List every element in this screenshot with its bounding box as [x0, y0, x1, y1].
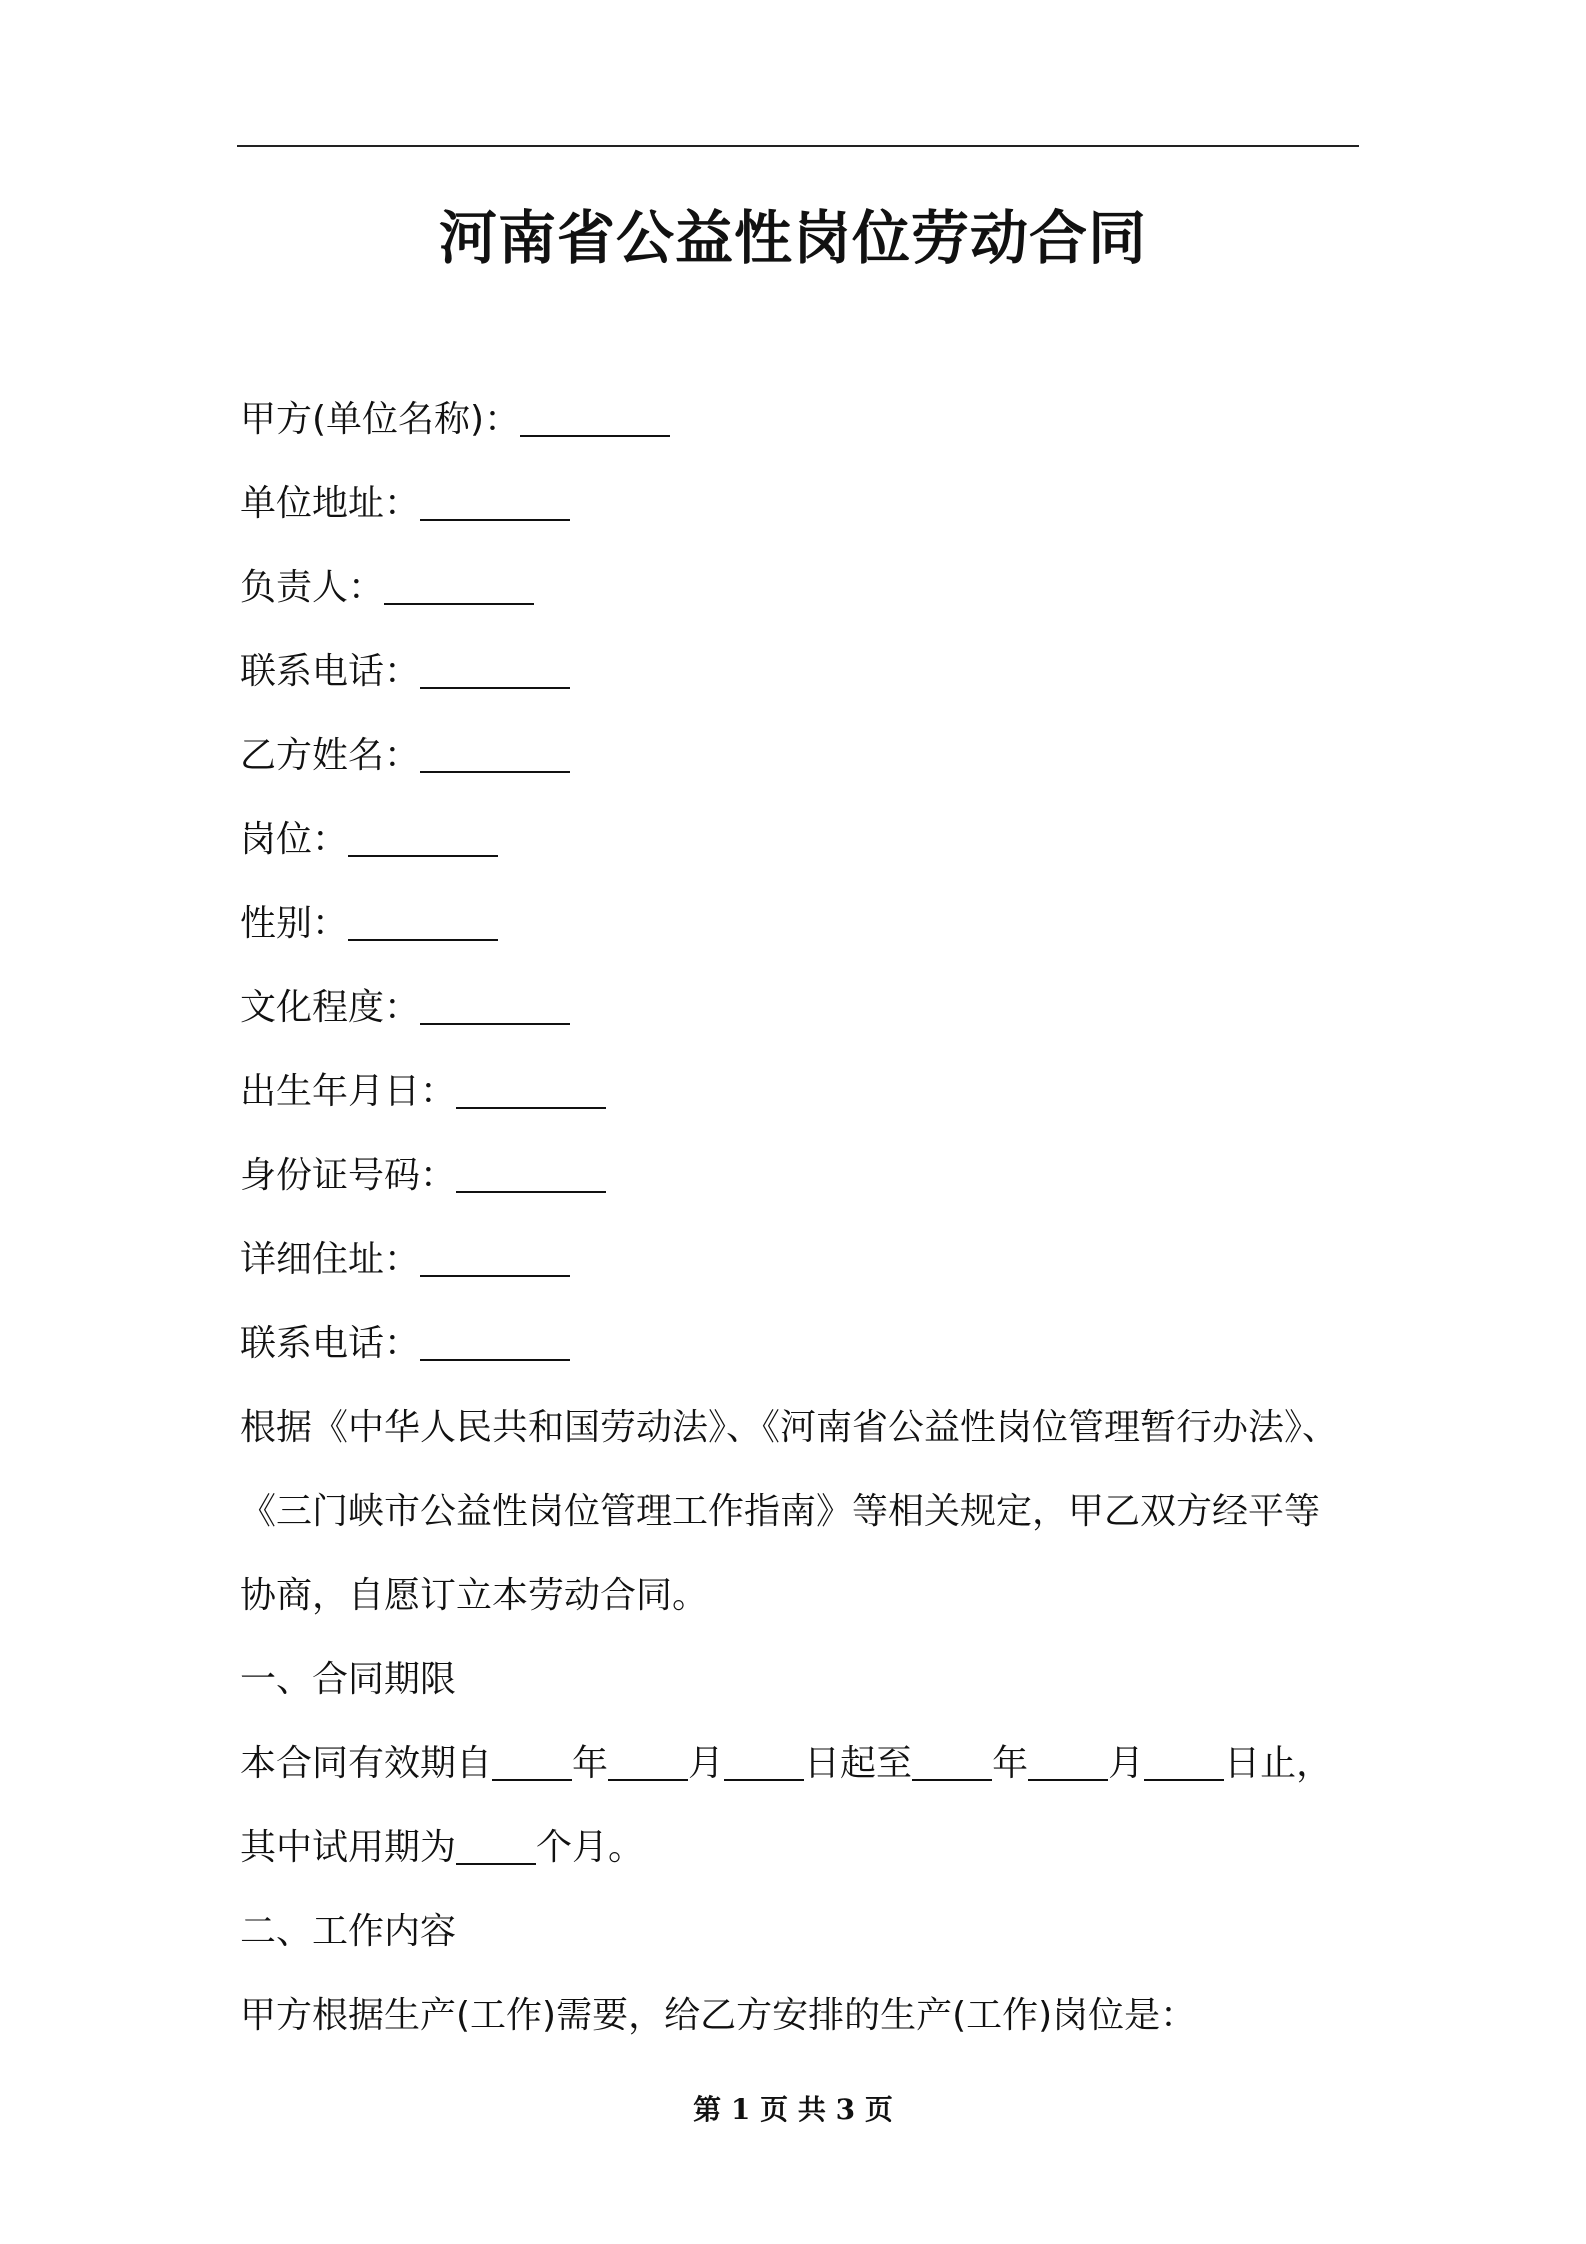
field-label: 乙方姓名：	[240, 735, 421, 776]
term-year-1: 年	[572, 1743, 609, 1784]
fill-blank	[420, 737, 570, 773]
field-person-in-charge	[240, 546, 1380, 630]
intro-line-2: 《三门峡市公益性岗位管理工作指南》等相关规定，甲乙双方经平等	[240, 1491, 1321, 1532]
field-label: 详细住址：	[240, 1239, 421, 1280]
fill-blank	[1144, 1745, 1224, 1781]
fill-blank	[420, 653, 570, 689]
fill-blank	[1028, 1745, 1108, 1781]
document-body	[240, 378, 1380, 2058]
fill-blank	[348, 821, 498, 857]
field-home-address	[240, 1218, 1380, 1302]
field-education	[240, 966, 1380, 1050]
page-footer: 第 1 页 共 3 页	[693, 2093, 893, 2126]
fill-blank	[912, 1745, 992, 1781]
field-party-a-phone	[240, 630, 1380, 714]
intro-line-1: 根据《中华人民共和国劳动法》、《河南省公益性岗位管理暂行办法》、	[240, 1407, 1339, 1448]
fill-blank	[420, 485, 570, 521]
probation-suffix: 个月。	[536, 1827, 645, 1868]
field-label: 岗位：	[240, 819, 349, 860]
term-month-1: 月	[688, 1743, 725, 1784]
field-position	[240, 798, 1380, 882]
fill-blank	[420, 989, 570, 1025]
term-day-1: 日起至	[804, 1743, 913, 1784]
field-label: 出生年月日：	[240, 1071, 457, 1112]
fill-blank	[384, 569, 534, 605]
contract-term-line	[240, 1722, 1380, 1806]
field-label: 负责人：	[240, 567, 385, 608]
field-label: 单位地址：	[240, 483, 421, 524]
field-party-b-name	[240, 714, 1380, 798]
field-label: 性别：	[240, 903, 349, 944]
intro-line-3: 协商，自愿订立本劳动合同。	[240, 1575, 709, 1616]
field-party-a-name	[240, 378, 1380, 462]
term-year-2: 年	[992, 1743, 1029, 1784]
fill-blank	[456, 1073, 606, 1109]
probation-prefix: 其中试用期为	[240, 1827, 457, 1868]
field-label: 联系电话：	[240, 1323, 421, 1364]
field-gender	[240, 882, 1380, 966]
fill-blank	[724, 1745, 804, 1781]
term-month-2: 月	[1108, 1743, 1145, 1784]
field-label: 身份证号码：	[240, 1155, 457, 1196]
work-content-line: 甲方根据生产(工作)需要，给乙方安排的生产(工作)岗位是：	[240, 1995, 1197, 2036]
field-label: 文化程度：	[240, 987, 421, 1028]
fill-blank	[520, 401, 670, 437]
fill-blank	[492, 1745, 572, 1781]
fill-blank	[608, 1745, 688, 1781]
fill-blank	[420, 1241, 570, 1277]
section-heading-work: 二、工作内容	[240, 1911, 457, 1952]
field-birth-date	[240, 1050, 1380, 1134]
probation-line	[240, 1806, 1380, 1890]
term-day-2: 日止，	[1224, 1743, 1333, 1784]
field-label: 联系电话：	[240, 651, 421, 692]
fill-blank	[456, 1157, 606, 1193]
fill-blank	[348, 905, 498, 941]
field-label: 甲方(单位名称)：	[240, 399, 521, 440]
field-party-b-phone	[240, 1302, 1380, 1386]
header-rule	[237, 145, 1359, 147]
document-title: 河南省公益性岗位劳动合同	[438, 204, 1147, 272]
field-id-number	[240, 1134, 1380, 1218]
field-unit-address	[240, 462, 1380, 546]
section-heading-term: 一、合同期限	[240, 1659, 457, 1700]
fill-blank	[456, 1829, 536, 1865]
term-prefix: 本合同有效期自	[240, 1743, 493, 1784]
fill-blank	[420, 1325, 570, 1361]
